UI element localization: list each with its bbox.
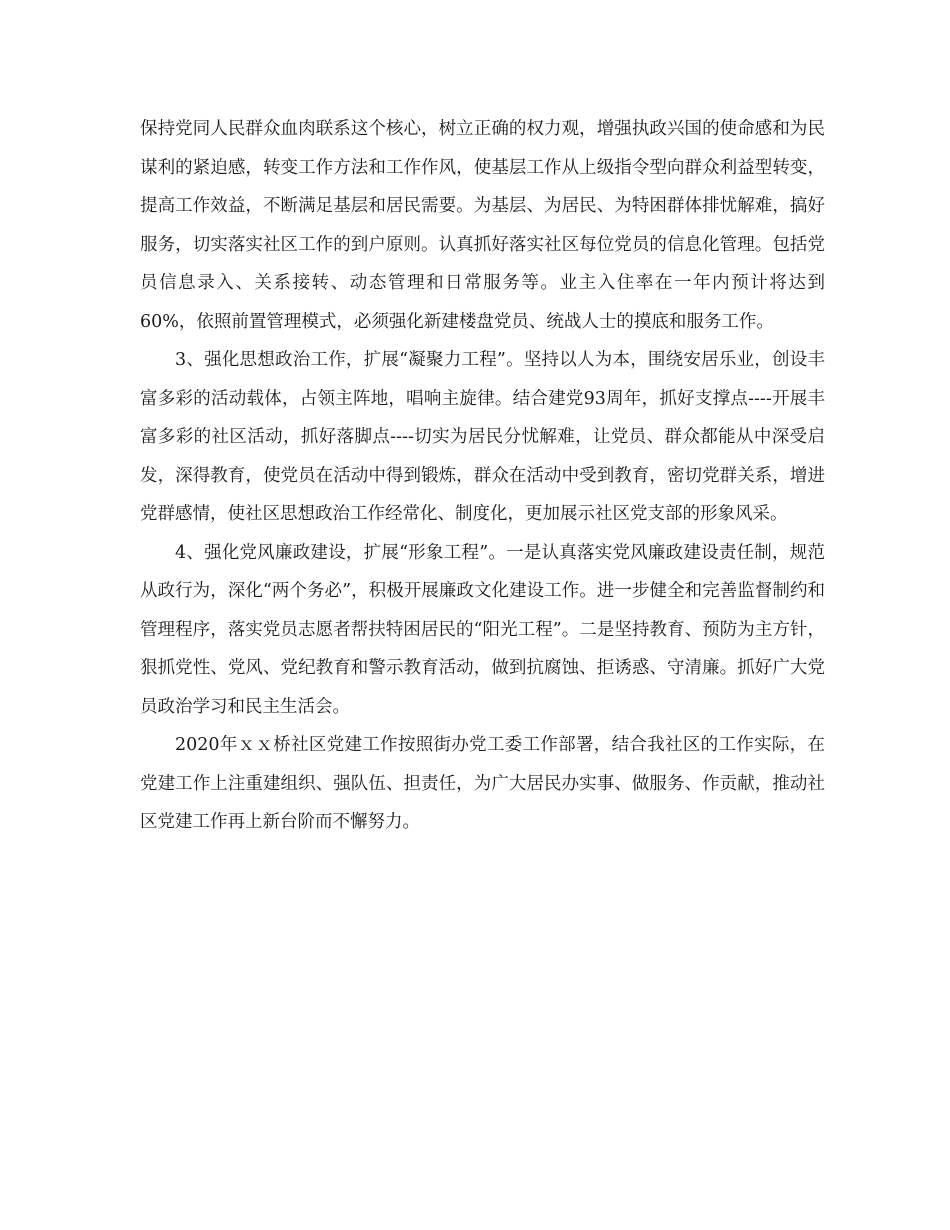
paragraph-integrity-building: 4、强化党风廉政建设，扩展“形象工程”。一是认真落实党风廉政建设责任制，规范从政行为，深化“两个务必”，积极开展廉政文化建设工作。进一步健全和完善监督制约和管理程序，落实党员志愿者帮扶特困居民的“阳光工程”。二是坚持教育、预防为主方针，狠抓党性、党风、党纪教育和警示教育活动，做到抗腐蚀、拒诱惑、守清廉。抓好广大党员政治学习和民主生活会。: [140, 542, 825, 717]
paragraph-ideological-work: 3、强化思想政治工作，扩展“凝聚力工程”。坚持以人为本，围绕安居乐业，创设丰富多彩的活动载体，占领主阵地，唱响主旋律。结合建党93周年，抓好支撑点----开展丰富多彩的社区活动，抓好落脚点----切实为居民分忧解难，让党员、群众都能从中深受启发，深得教育，使党员在活动中得到锻炼，群众在活动中受到教育，密切党群关系，增进党群感情，使社区思想政治工作经常化、制度化，更加展示社区党支部的形象风采。: [140, 350, 825, 524]
paragraph-summary-2020: 2020年ｘｘ桥社区党建工作按照街办党工委工作部署，结合我社区的工作实际，在党建工作上注重建组织、强队伍、担责任，为广大居民办实事、做服务、作贡献，推动社区党建工作再上新台阶而不懈努力。: [140, 735, 825, 832]
paragraph-continued: 保持党同人民群众血肉联系这个核心，树立正确的权力观，增强执政兴国的使命感和为民谋利的紧迫感，转变工作方法和工作作风，使基层工作从上级指令型向群众利益型转变，提高工作效益，不断满足基层和居民需要。为基层、为居民、为特困群体排忧解难，搞好服务，切实落实社区工作的到户原则。认真抓好落实社区每位党员的信息化管理。包括党员信息录入、关系接转、动态管理和日常服务等。业主入住率在一年内预计将达到60%，依照前置管理模式，必须强化新建楼盘党员、统战人士的摸底和服务工作。: [140, 119, 825, 332]
document-body: [140, 110, 825, 842]
